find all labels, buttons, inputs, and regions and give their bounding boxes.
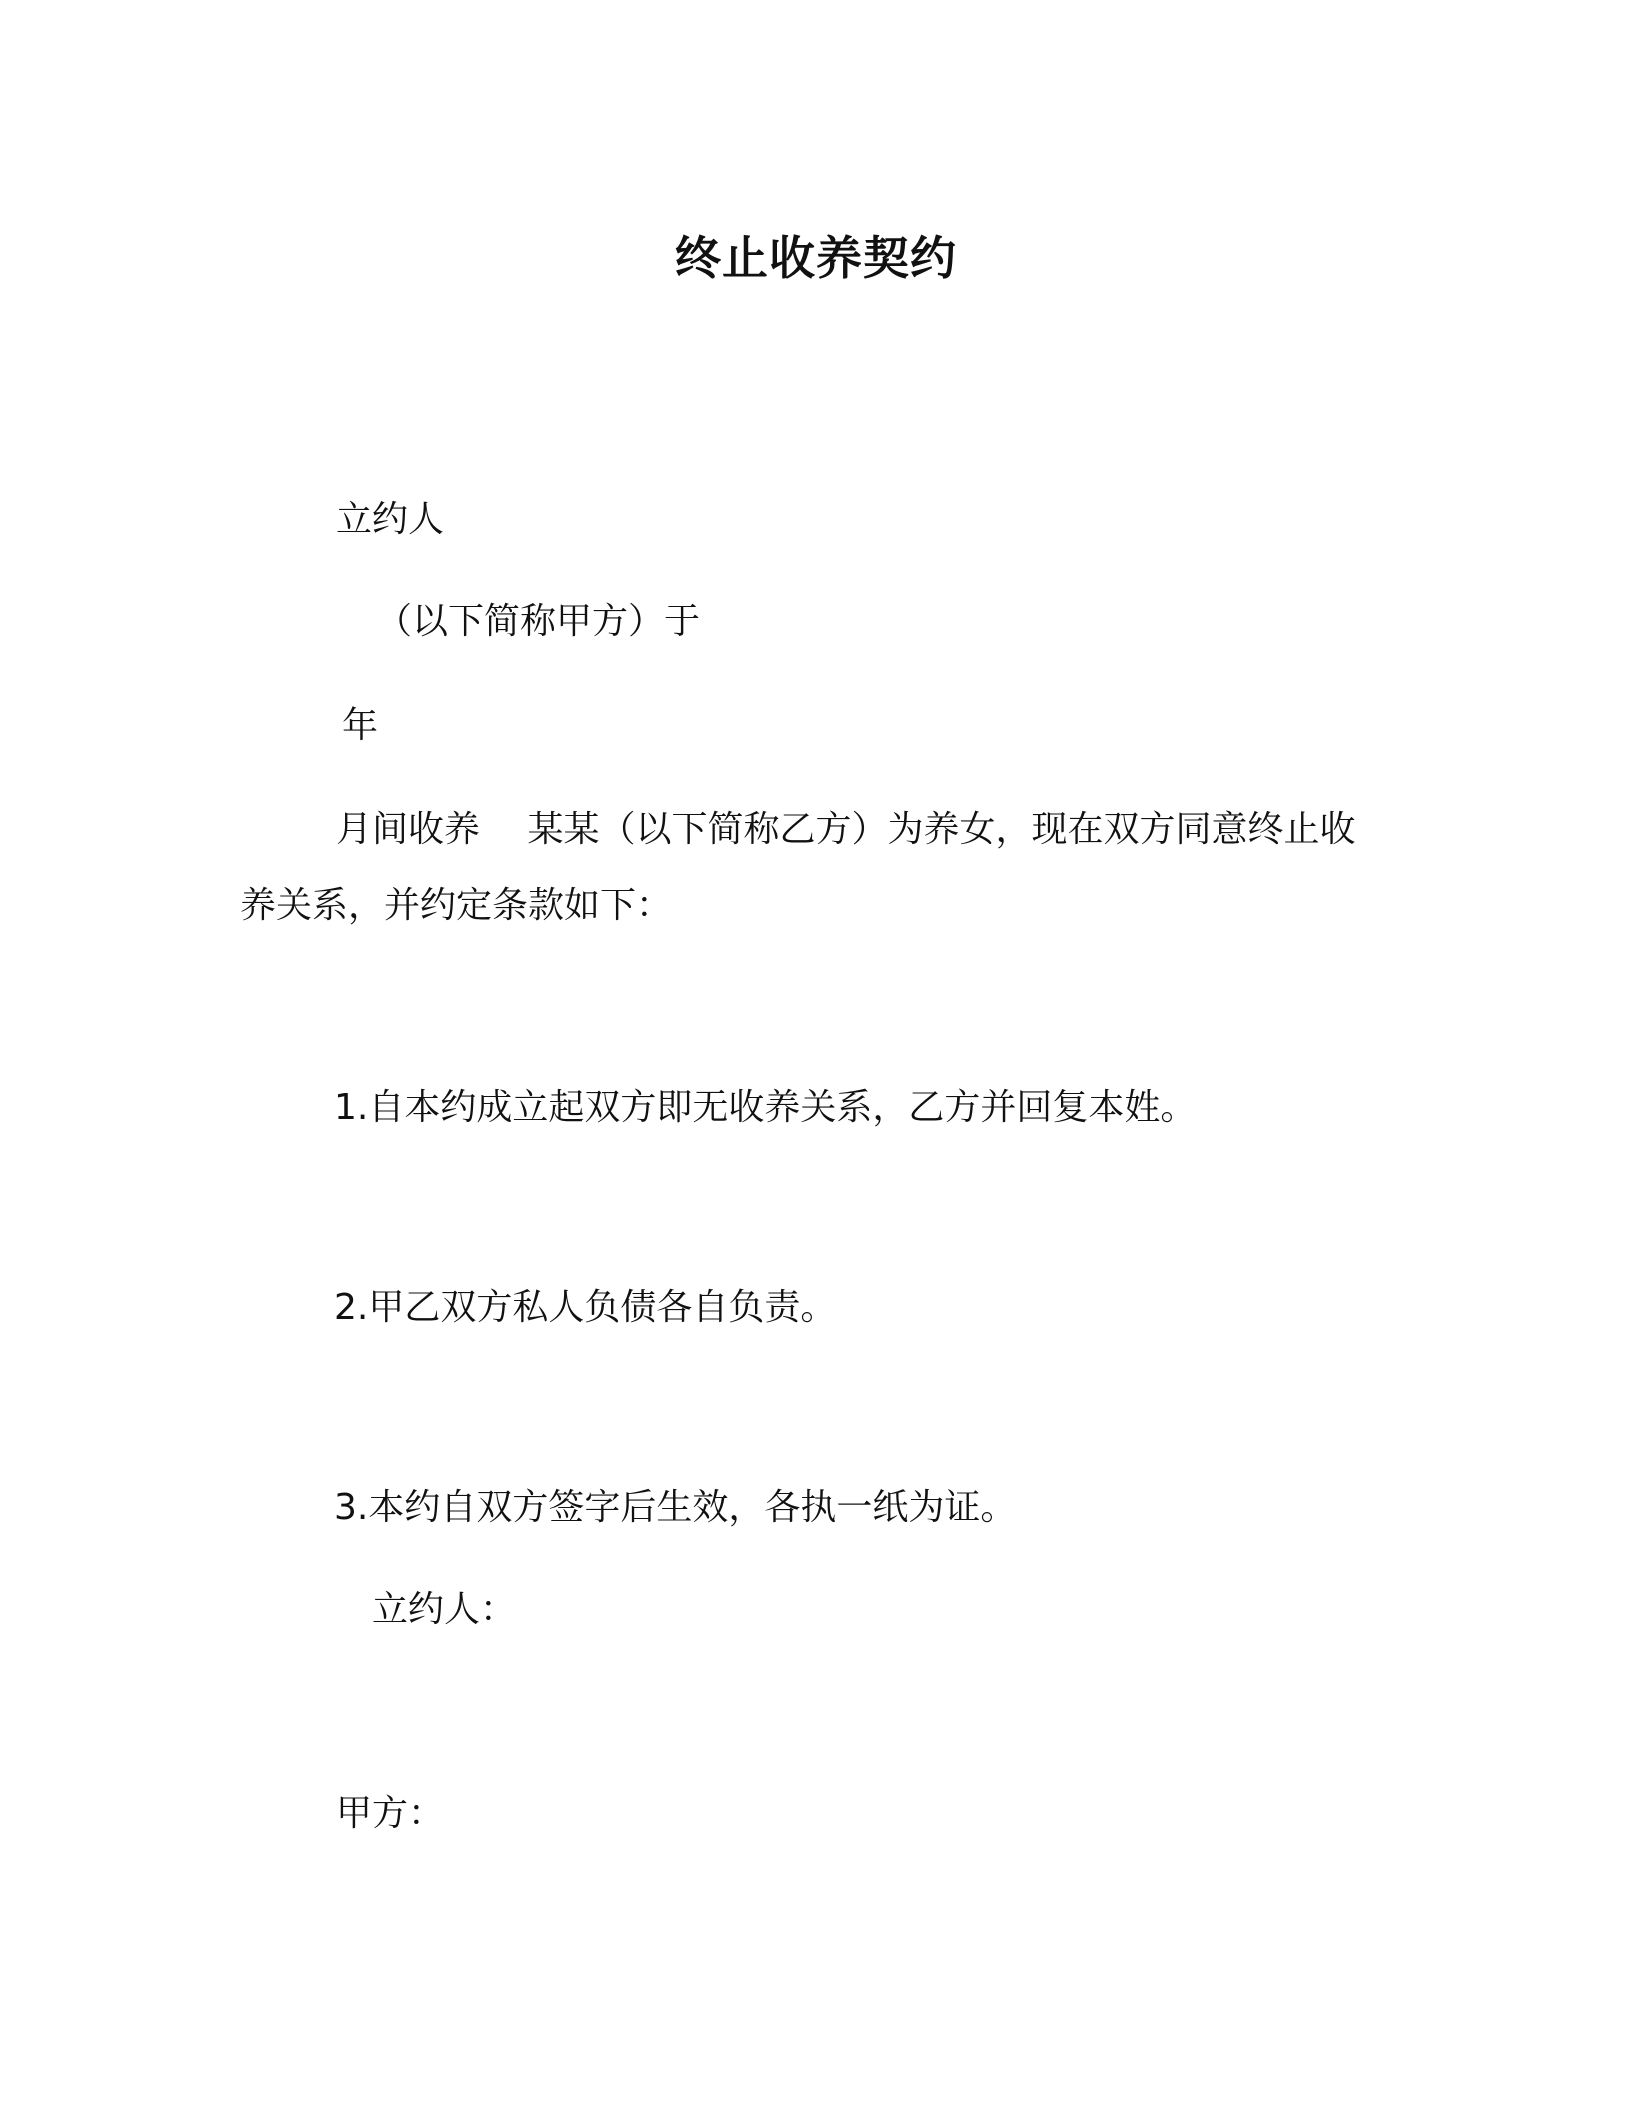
signatory-label: 立约人： bbox=[372, 1589, 517, 1630]
clause-2: 2.甲乙双方私人负债各自负责。 bbox=[334, 1287, 837, 1328]
clause-3: 3.本约自双方签字后生效，各执一纸为证。 bbox=[334, 1487, 1017, 1528]
year-line: 年 bbox=[342, 705, 379, 746]
main-paragraph: 月间收养 某某（以下简称乙方）为养女，现在双方同意终止收养关系，并约定条款如下： bbox=[240, 809, 1356, 926]
short-name-line: （以下简称甲方）于 bbox=[376, 601, 701, 642]
clause-1: 1.自本约成立起双方即无收养关系，乙方并回复本姓。 bbox=[334, 1087, 1197, 1128]
party-line: 立约人 bbox=[336, 499, 445, 540]
document-title: 终止收养契约 bbox=[675, 231, 957, 285]
party-a-label: 甲方： bbox=[336, 1793, 445, 1834]
